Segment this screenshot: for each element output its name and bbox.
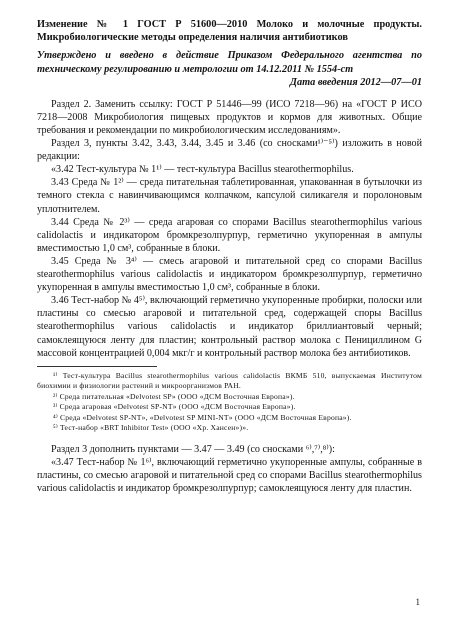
paragraph-3-44: 3.44 Среда № 2³⁾ — среда агаровая со спорами Bacillus stearothermophilus various calidolactis и индикатором бромкрезолпурпур, герметично укупоренная в ампулы вместимостью 1,0 см³, собранные в блоки. [37,216,422,254]
introduction-date: Дата введения 2012—07—01 [289,76,422,88]
title-line-1: Изменение № 1 ГОСТ Р 51600—2010 Молоко и молочные продукты. [37,19,422,30]
footnote-divider [37,366,157,367]
approval-statement [37,49,422,75]
title-line-2: Микробиологические методы определения наличия антибиотиков [37,32,348,44]
paragraph-3-43: 3.43 Среда № 1²⁾ — среда питательная таблетированная, упакованная в бутылочки из темного стекла с навинчивающимся колпачком, капсулой силикагеля и поролоновым уплотнителем. [37,177,422,215]
footnote-2: ²⁾ Среда питательная «Delvotest SP» (ООО «ДСМ Восточная Европа»). [53,391,295,401]
paragraph-section2: Раздел 2. Заменить ссылку: ГОСТ Р 51446—99 (ИСО 7218—96) на «ГОСТ Р ИСО 7218—2008 Микробиология пищевых продуктов и кормов для животных. Общие требования и рекомендации по микробиологическим исследованиям». [37,98,422,136]
footnote-1: ¹⁾ Тест-культура Bacillus stearothermophilus various calidolactis ВКМБ 510, выпускаемая Институтом биохимии и физиологии растений и микроорганизмов РАН. [37,370,422,391]
footnote-5: ⁵⁾ Тест-набор «BRT Inhibitor Test» (ООО «Хр. Хансен»)». [53,423,249,433]
paragraph-section3-intro: Раздел 3, пункты 3.42, 3.43, 3.44, 3.45 и 3.46 (со сносками¹⁾⁻⁵⁾) изложить в новой редакции: [37,138,422,163]
paragraph-3-42: «3.42 Тест-культура № 1¹⁾ — тест-культура Bacillus stearothermophilus. [51,164,354,176]
paragraph-3-47: «3.47 Тест-набор № 1⁶⁾, включающий герметично укупоренные ампулы, собранные в пластины, со смесью агаровой и питательной сред со спорами Bacillus stearothermophilus various calidolactis и индикатор бромкрезолпурпур; самоклеящуюся ленту для пластин. [37,456,422,494]
approval-line-2: техническому регулированию и метрологии от 14.12.2011 № 1554-ст [37,63,354,75]
paragraph-3-46: 3.46 Тест-набор № 4⁵⁾, включающий герметично укупоренные пробирки, полоски или пластины со смесью агаровой и питательной сред, содержащей споры Bacillus stearothermophilus various calidolactis и индикатор бриллиантовый черный; самоклеящуюся ленту для пластин; контрольный раствор молока с Пенициллином G массовой концентрацией 0,004 мкг/г и контрольный раствор молока без антибиотиков. [37,295,422,359]
footnote-4: ⁴⁾ Среда «Delvotest SP-NT», «Delvotest SP MINI-NT» (ООО «ДСМ Восточная Европа»). [53,412,352,422]
approval-line-1: Утверждено и введено в действие Приказом Федерального агентства по [37,50,422,62]
document-page [37,18,422,495]
footnotes [37,371,422,434]
paragraph-3-45: 3.45 Среда № 3⁴⁾ — смесь агаровой и питательной сред со спорами Bacillus stearothermophilus various calidolactis и индикатором бромкрезолпурпур, герметично укупоренная в ампулы вместимостью 1,0 см³, собранные в блоки. [37,255,422,294]
paragraph-section3-addition: Раздел 3 дополнить пунктами — 3.47 — 3.49 (со сносками ⁶⁾,⁷⁾,⁸⁾): [51,443,335,455]
page-number: 1 [415,597,420,607]
footnote-3: ³⁾ Среда агаровая «Delvotest SP-NT» (ООО «ДСМ Восточная Европа»). [53,402,296,412]
amendment-title [37,18,422,44]
